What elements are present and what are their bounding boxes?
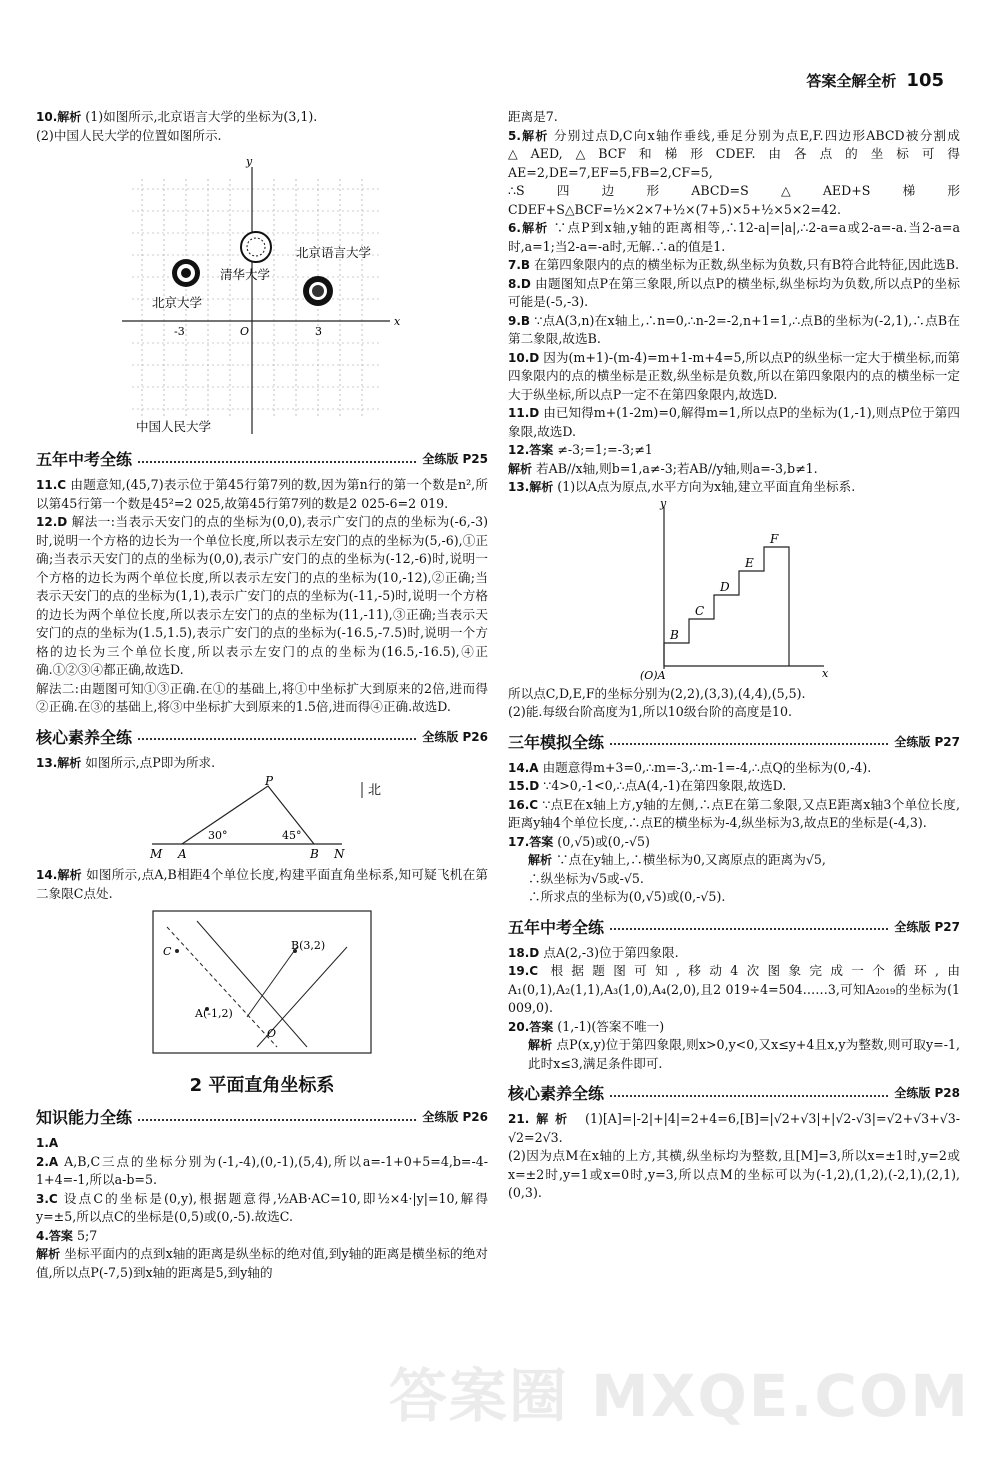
figure-frame bbox=[153, 911, 371, 1053]
q-num: 14.A bbox=[508, 760, 539, 775]
q-text: (1)如图所示,北京语言大学的坐标为(3,1). bbox=[85, 109, 318, 124]
section-title: 核心素养全练 bbox=[36, 727, 133, 747]
q-answer: (0,√5)或(0,-√5) bbox=[557, 833, 650, 849]
section-title: 三年模拟全练 bbox=[508, 732, 605, 752]
q-text: (1)以A点为原点,水平方向为x轴,建立平面直角坐标系. bbox=[557, 479, 856, 494]
point-b-label: B bbox=[670, 627, 679, 642]
angle-30: 30° bbox=[208, 829, 228, 842]
q-num: 10.解析 bbox=[36, 110, 82, 124]
answer-q4-analysis bbox=[36, 1245, 488, 1282]
tick-neg3: -3 bbox=[174, 325, 185, 338]
answer-q12-alt: 解法二:由题图可知①③正确.在①的基础上,将①中坐标扩大到原来的2倍,进而得②正确.在③的基础上,将③中坐标扩大到原来的1.5倍,进而得④正确.故选D. bbox=[36, 680, 488, 714]
q-answer: (1,-1)(答案不唯一) bbox=[557, 1018, 665, 1034]
answer-q15 bbox=[508, 777, 960, 796]
q-text: 根据题图可知,移动4次图象完成一个循环,由A₁(0,1),A₂(1,1),A₃(1,0),A₄(2,0),且2 019÷4=504……3,可知A₂₀₁₉的坐标为(1 009,0). bbox=[508, 963, 960, 1015]
section-title: 核心素养全练 bbox=[508, 1084, 605, 1103]
answer-q3 bbox=[36, 1190, 488, 1227]
q-text: ∵4>0,-1<0,∴点A(4,-1)在第四象限,故选D. bbox=[543, 778, 787, 793]
answer-q12 bbox=[508, 441, 960, 460]
staircase-figure bbox=[634, 501, 834, 681]
section-title: 知识能力全练 bbox=[36, 1108, 133, 1127]
section-ref: 全练版 P27 bbox=[894, 734, 960, 749]
label-thu: 清华大学 bbox=[220, 267, 271, 282]
q-num: 6.解析 bbox=[508, 221, 549, 235]
q-text: 设点C的坐标是(0,y),根据题意得,½AB·AC=10,即½×4·|y|=10,解得y=±5,所以点C的坐标是(0,5)或(0,-5).故选C. bbox=[36, 1190, 488, 1224]
answer-q17-l3: ∴所求点的坐标为(0,√5)或(0,-√5). bbox=[528, 889, 726, 904]
q-text: 由题意知,(45,7)表示位于第45行第7列的数,因为第n行的第一个数是n²,所以第45行第一个数是45²=2 025,故第45行第7列的数是2 025-6=2 019. bbox=[36, 477, 488, 511]
origin-a-label: (O)A bbox=[640, 668, 666, 681]
point-n-label: N bbox=[334, 847, 345, 861]
triangle-figure bbox=[132, 776, 392, 862]
dotted-leader bbox=[610, 1089, 888, 1097]
q-num: 11.C bbox=[36, 478, 67, 492]
chapter-title: 2 平面直角坐标系 bbox=[189, 1075, 335, 1096]
answer-q12-analysis bbox=[508, 460, 960, 479]
thu-logo-icon bbox=[241, 232, 271, 262]
x-axis-label: x bbox=[822, 666, 829, 680]
point-f-label: F bbox=[770, 531, 779, 546]
q-text: 分别过点D,C向x轴作垂线,垂足分别为点E,F.四边形ABCD被分割成△AED,△BCF和梯形CDEF.由各点的坐标可得AE=2,DE=7,EF=5,FB=2,CF=5, bbox=[508, 127, 960, 180]
q-num: 11.D bbox=[508, 406, 540, 420]
q-text: 由已知得m+(1-2m)=0,解得m=1,所以点P的坐标为(1,-1),则点P位于第四象限,故选D. bbox=[508, 405, 960, 439]
answer-q13 bbox=[508, 478, 960, 497]
q-num: 2.A bbox=[36, 1154, 59, 1169]
answer-q20 bbox=[508, 1018, 960, 1037]
section-ref: 全练版 P27 bbox=[894, 919, 960, 934]
q-text: 如图所示,点P即为所求. bbox=[85, 754, 216, 770]
header-title: 答案全解全析 bbox=[806, 72, 897, 90]
q-num: 7.B bbox=[508, 258, 531, 272]
answer-q17-l2: ∴纵坐标为√5或-√5. bbox=[528, 870, 644, 886]
q-num: 16.C bbox=[508, 797, 539, 812]
coordinate-map-figure bbox=[112, 149, 412, 439]
q-num: 8.D bbox=[508, 276, 531, 291]
point-d-label: D bbox=[720, 579, 730, 594]
label-ruc: 中国人民大学 bbox=[136, 419, 212, 434]
point-c-label: C bbox=[163, 945, 172, 958]
q-num: 9.B bbox=[508, 313, 531, 328]
q-num: 3.C bbox=[36, 1191, 58, 1206]
x-axis-label: x bbox=[394, 315, 401, 328]
q-num: 1.A bbox=[36, 1136, 59, 1150]
q-text: ∵点A(3,n)在x轴上,∴n=0,∴n-2=-2,n+1=1,∴点B的坐标为(-2,1),∴点B在第二象限,故选B. bbox=[508, 312, 960, 346]
answer-q21 bbox=[508, 1110, 960, 1147]
answer-q21-part2: (2)因为点M在x轴的上方,其横,纵坐标均为整数,且[M]=3,所以x=±1时,y=2或x=±2时,y=1或x=0时,y=3,所以点M的坐标可以为(-1,2),(1,2),(-2,1),(2,1),(0,3). bbox=[508, 1148, 960, 1200]
section-title: 五年中考全练 bbox=[36, 450, 133, 469]
y-axis-label: y bbox=[660, 500, 667, 510]
point-e-label: E bbox=[745, 555, 754, 570]
staircase bbox=[664, 547, 789, 666]
dotted-leader bbox=[138, 455, 416, 463]
q-text: 如图所示,点A,B相距4个单位长度,构建平面直角坐标系,知可疑飞机在第二象限C点处. bbox=[36, 867, 488, 901]
tick-3: 3 bbox=[315, 325, 322, 338]
answer-q10 bbox=[36, 108, 488, 127]
section-header bbox=[508, 1081, 960, 1104]
analysis-label: 解析 bbox=[36, 1247, 61, 1261]
left-column bbox=[36, 108, 488, 1282]
q-num: 4.答案 bbox=[36, 1228, 73, 1243]
answer-q14 bbox=[36, 866, 488, 903]
point-p-label: P bbox=[265, 776, 274, 788]
q-answer: 5;7 bbox=[76, 1227, 98, 1243]
label-pku: 北京大学 bbox=[152, 295, 203, 310]
page-header bbox=[806, 70, 944, 91]
q-text: ∵点E在x轴上方,y轴的左侧,∴点E在第二象限,又点E距离x轴3个单位长度,距离y轴4个单位长度,∴点E的横坐标为-4,纵坐标为3,故点E的坐标是(-4,3). bbox=[508, 796, 961, 830]
q-num: 12.D bbox=[36, 515, 68, 529]
answer-q13-coords: 所以点C,D,E,F的坐标分别为(2,2),(3,3),(4,4),(5,5). bbox=[508, 685, 806, 701]
point-c bbox=[175, 949, 179, 953]
section-ref: 全练版 P26 bbox=[422, 1110, 488, 1124]
answer-q4 bbox=[36, 1227, 488, 1246]
section-header bbox=[36, 725, 488, 748]
q-text: 点P(x,y)位于第四象限,则x>0,y<0,又x≤y+4且x,y为整数,则可取y=-1,此时x≤3,满足条件即可. bbox=[528, 1037, 960, 1071]
right-column bbox=[508, 108, 960, 1203]
q-text: 若AB//x轴,则b=1,a≠-3;若AB//y轴,则a=-3,b≠1. bbox=[536, 460, 818, 476]
answer-q5-formula: ∴S四边形ABCD=S△AED+S梯形CDEF+S△BCF=½×2×7+½×(7+5)×5+½×5×2=42. bbox=[508, 183, 960, 217]
answer-q11 bbox=[36, 476, 488, 513]
analysis-label: 解析 bbox=[528, 1038, 553, 1052]
answer-q12 bbox=[36, 513, 488, 680]
q-num: 14.解析 bbox=[36, 868, 82, 882]
origin-label: O bbox=[267, 1027, 277, 1040]
section-header bbox=[36, 447, 488, 470]
answer-q17-analysis bbox=[508, 851, 960, 870]
continued-text: 距离是7. bbox=[508, 109, 558, 124]
answer-q10 bbox=[508, 349, 960, 405]
q-text: ∵点在y轴上,∴横坐标为0,又离原点的距离为√5, bbox=[556, 852, 826, 867]
origin-label: O bbox=[240, 325, 250, 338]
angle-45: 45° bbox=[282, 829, 302, 842]
answer-q16 bbox=[508, 796, 960, 833]
q-answer: ≠-3;=1;=-3;≠1 bbox=[557, 442, 653, 457]
section-ref: 全练版 P25 bbox=[422, 452, 488, 466]
section-header bbox=[508, 915, 960, 938]
q-text: 在第四象限内的点的横坐标为正数,纵坐标为负数,只有B符合此特征,因此选B. bbox=[534, 257, 960, 272]
answer-q2 bbox=[36, 1153, 488, 1190]
dashed-axis bbox=[167, 927, 277, 1047]
q-text: 坐标平面内的点到x轴的距离是纵坐标的绝对值,到y轴的距离是横坐标的绝对值,所以点P(-7,5)到x轴的距离是5,到y轴的 bbox=[36, 1246, 488, 1280]
q-num: 5.解析 bbox=[508, 128, 549, 143]
point-m-label: M bbox=[150, 847, 163, 861]
analysis-label: 解析 bbox=[528, 853, 553, 867]
answer-q7 bbox=[508, 256, 960, 275]
q-num: 18.D bbox=[508, 945, 540, 960]
answer-q11 bbox=[508, 404, 960, 441]
watermark-logo: 答案圈 MXQE.COM bbox=[388, 1362, 970, 1430]
q-text: 由题意得m+3=0,∴m=-3,∴m-1=-4,∴点Q的坐标为(0,-4). bbox=[542, 759, 872, 775]
blcu-logo-icon bbox=[303, 276, 333, 306]
answer-q13-part2: (2)能.每级台阶高度为1,所以10级台阶的高度是10. bbox=[508, 704, 793, 719]
q-num: 13.解析 bbox=[36, 755, 82, 770]
answer-q14 bbox=[508, 759, 960, 778]
section-ref: 全练版 P26 bbox=[422, 729, 488, 744]
answer-q20-analysis bbox=[508, 1036, 960, 1073]
dotted-leader bbox=[610, 737, 888, 745]
q-num: 10.D bbox=[508, 350, 540, 365]
section-header bbox=[36, 1105, 488, 1128]
q-text: 点A(2,-3)位于第四象限. bbox=[543, 944, 679, 960]
point-a-label: A(-1,2) bbox=[195, 1007, 233, 1020]
point-a-label: A bbox=[178, 847, 187, 861]
section-header bbox=[508, 730, 960, 753]
q-text: 因为(m+1)-(m-4)=m+1-m+4=5,所以点P的纵坐标一定大于横坐标,而第四象限内的点的横坐标是正数,纵坐标是负数,所以在第四象限内的点的横坐标一定大于纵坐标,所以点P一定不在第四象限内,故选D. bbox=[508, 349, 960, 402]
q-text: ∵点P到x轴,y轴的距离相等,∴12-a|=|a|,∴2-a=a或2-a=-a.当2-a=a时,a=1;当2-a=-a时,无解.∴a的值是1. bbox=[508, 220, 960, 254]
q-num: 19.C bbox=[508, 964, 539, 978]
north-arrow-label: 北 bbox=[368, 783, 382, 798]
q-text: 由题图知点P在第三象限,所以点P的横坐标,纵坐标均为负数,所以点P的坐标可能是(-5,-3). bbox=[508, 275, 960, 309]
q-num: 15.D bbox=[508, 779, 540, 793]
q-text: A,B,C三点的坐标分别为(-1,-4),(0,-1),(5,4),所以a=-1+0+5=4,b=-4-1+4=-1,所以a-b=5. bbox=[36, 1153, 488, 1187]
answer-q1 bbox=[36, 1134, 488, 1153]
dotted-leader bbox=[138, 732, 416, 740]
q-text: 解法一:当表示天安门的点的坐标为(0,0),表示广安门的点的坐标为(-6,-3)时,说明一个方格的边长为一个单位长度,所以表示左安门的点的坐标为(5,-6),①正确;当表示天安门的点的坐标为(0,0),表示广安门的点的坐标为(-12,-6)时,说明一个方格的边长为两个单位长度,所以表示左安门的点的坐标为(10,-12),②正确;当表示天安门的点的坐标为(1,1),表示广安门的点的坐标为(-11,-5)时,说明一个方格的边长为两个单位长度,所以表示左安门的点的坐标为(11,-11),③正确;当表示天安门的点的坐标为(1.5,1.5),表示广安门的点的坐标为(-16.5,-7.5)时,说明一个方格的边长为三个单位长度,所以表示左安门的点的坐标为(16.5,-16.5),④正确.①②③④都正确,故选D. bbox=[36, 514, 488, 677]
dotted-leader bbox=[138, 1113, 416, 1121]
q-text: (1)[A]=|-2|+|4|=2+4=6,[B]=|√2+√3|+|√2-√3|=√2+√3+√3-√2=2√3. bbox=[508, 1111, 960, 1145]
q-num: 12.答案 bbox=[508, 443, 554, 457]
pku-logo-icon bbox=[172, 259, 200, 287]
answer-q10-2: (2)中国人民大学的位置如图所示. bbox=[36, 127, 222, 143]
point-c-label: C bbox=[695, 603, 705, 618]
q-num: 13.解析 bbox=[508, 480, 554, 494]
section-ref: 全练版 P28 bbox=[894, 1086, 960, 1100]
y-axis-label: y bbox=[246, 155, 253, 168]
q-num: 20.答案 bbox=[508, 1019, 554, 1034]
point-b-label: B bbox=[310, 847, 319, 861]
section-title: 五年中考全练 bbox=[508, 917, 605, 937]
q-num: 21.解析 bbox=[508, 1112, 575, 1126]
answer-q6 bbox=[508, 219, 960, 256]
answer-q17 bbox=[508, 833, 960, 852]
label-blcu: 北京语言大学 bbox=[296, 245, 372, 260]
analysis-label: 解析 bbox=[508, 461, 533, 476]
radar-figure bbox=[147, 907, 377, 1057]
answer-q19 bbox=[508, 962, 960, 1018]
q-num: 17.答案 bbox=[508, 834, 554, 849]
dotted-leader bbox=[610, 922, 888, 930]
answer-q13 bbox=[36, 754, 488, 773]
answer-q5 bbox=[508, 127, 960, 183]
answer-q18 bbox=[508, 944, 960, 963]
point-b-label: B(3,2) bbox=[291, 939, 326, 952]
answer-q8 bbox=[508, 275, 960, 312]
page-number: 105 bbox=[906, 70, 944, 91]
answer-q9 bbox=[508, 312, 960, 349]
